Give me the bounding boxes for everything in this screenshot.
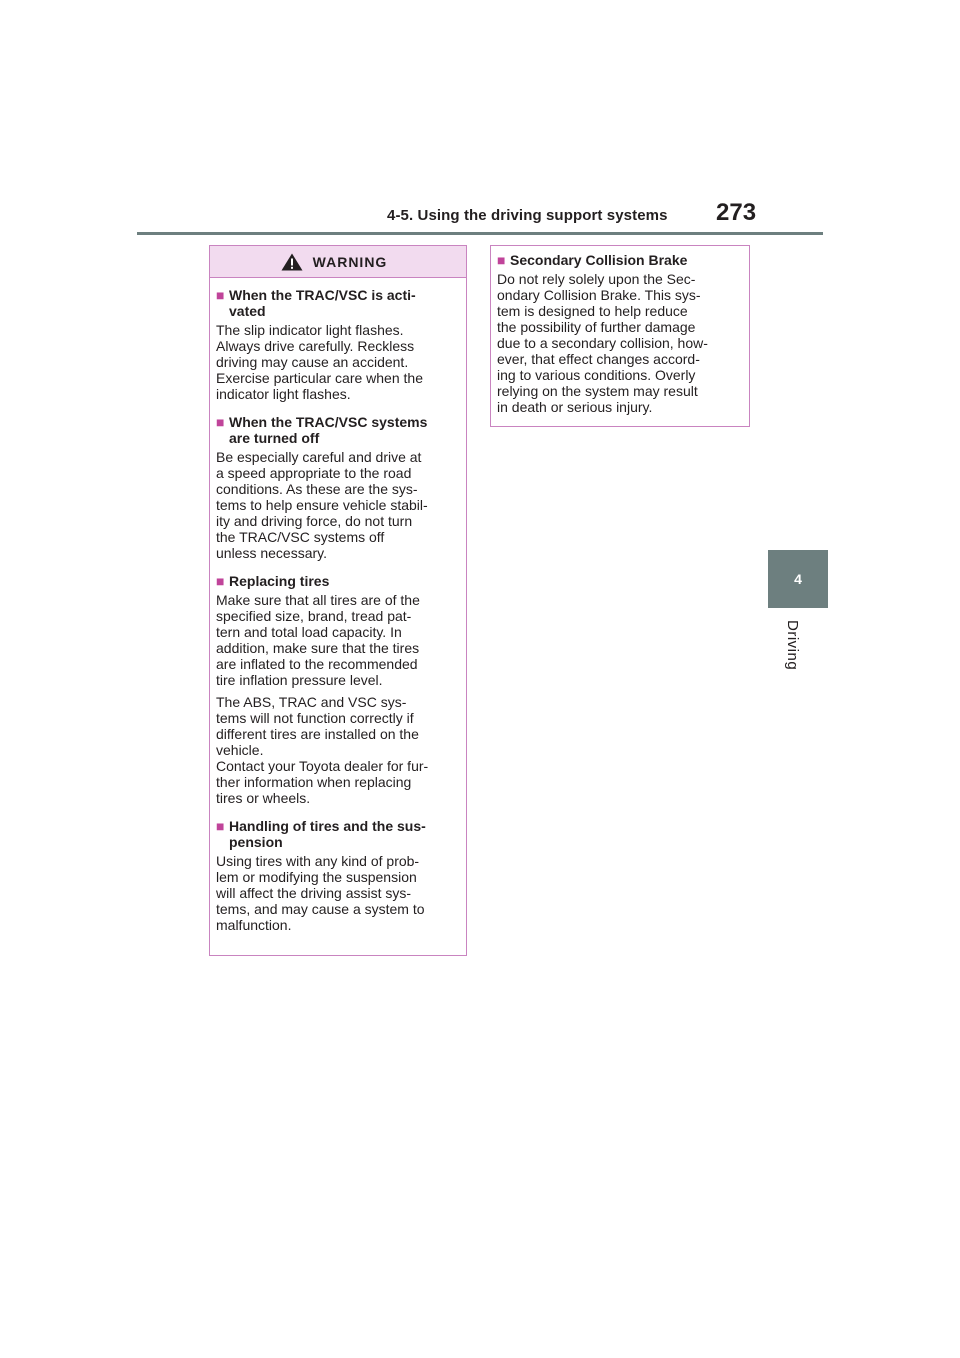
header-divider [137,232,823,235]
chapter-tab: 4 [768,550,828,608]
bullet-square-icon: ■ [216,414,225,430]
warning-heading: WARNING [312,253,388,270]
section-heading-text: When the TRAC/VSC is acti- vated [229,287,416,319]
section-heading-text: When the TRAC/VSC systems are turned off [229,414,428,446]
section-heading [216,414,460,446]
section-heading-text: Secondary Collision Brake [510,252,688,268]
section-paragraph: Make sure that all tires are of the specified size, brand, tread pat- tern and total load capacity. In addition, make sure that the tires are inflated to the recommended tire inflation pressure level. [216,592,420,688]
page-number: 273 [716,199,757,226]
bullet-square-icon: ■ [497,252,506,268]
section-heading [497,252,743,268]
bullet-square-icon: ■ [216,573,225,589]
section-heading [216,818,460,850]
section-paragraph: The slip indicator light flashes. Always drive carefully. Reckless driving may cause an accident. Exercise particular care when the indicator light flashes. [216,322,423,402]
bullet-square-icon: ■ [216,287,225,303]
bullet-square-icon: ■ [216,818,225,834]
section-paragraph: Do not rely solely upon the Sec- ondary Collision Brake. This sys- tem is designed to help reduce the possibility of further damage due to a secondary collision, how- ever, that effect changes accord- ing to various conditions. Overly relying on the system may result in death or serious injury. [497,271,708,415]
section-heading [216,573,460,589]
chapter-label: Driving [784,620,801,671]
section-paragraph: The ABS, TRAC and VSC sys- tems will not function correctly if different tires are installed on the vehicle. Contact your Toyota dealer for fur- ther information when replacing tires or wheels. [216,694,429,806]
section-heading-text: Handling of tires and the sus- pension [229,818,426,850]
section-title: 4-5. Using the driving support systems [387,207,668,224]
section-heading-text: Replacing tires [229,573,330,589]
section-paragraph: Be especially careful and drive at a speed appropriate to the road conditions. As these are the sys- tems to help ensure vehicle stabil- ity and driving force, do not turn the TRAC/VSC systems off unless necessary. [216,449,428,561]
warning-header [210,246,466,278]
warning-triangle-icon [281,253,303,271]
section-heading [216,287,460,319]
warning-continued-box [490,245,750,427]
warning-body [210,278,466,933]
section-paragraph: Using tires with any kind of prob- lem or modifying the suspension will affect the driving assist sys- tems, and may cause a system to malfunction. [216,853,425,933]
warning-box [209,245,467,956]
